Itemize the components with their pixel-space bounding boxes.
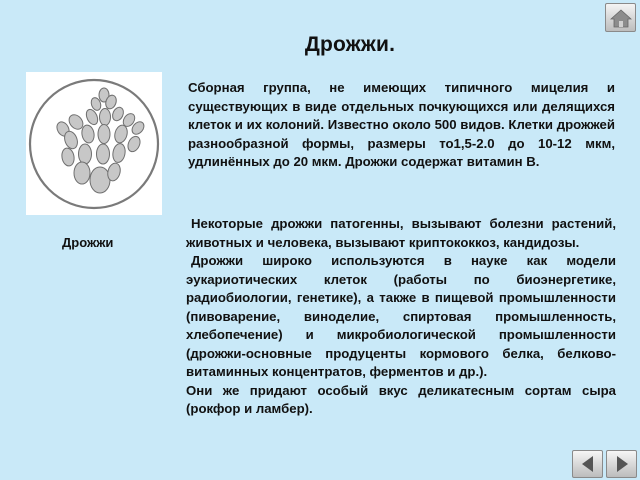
- paragraph-pathogens: Некоторые дрожжи патогенны, вызывают болезни растений, животных и человека, вызывают криптококкоз, кандидозы.: [186, 216, 616, 250]
- paragraph-cheese: Они же придают особый вкус деликатесным сортам сыра (рокфор и ламбер).: [186, 382, 616, 416]
- prev-slide-button[interactable]: [572, 450, 603, 478]
- home-icon: [610, 8, 632, 28]
- yeast-illustration: [26, 72, 162, 215]
- arrow-right-icon: [612, 454, 632, 474]
- image-caption: Дрожжи: [62, 235, 114, 250]
- paragraph-intro: Сборная группа, не имеющих типичного мицелия и существующих в виде отдельных почкующихся или делящихся клеток и их колоний. Известно около 500 видов. Клетки дрожжей разнообразной формы, размеры то1,5-2.0 до 10-12 мкм, удлинённых до 20 мкм. Дрожжи содержат витамин В.: [188, 80, 615, 169]
- intro-text-block: [188, 79, 615, 172]
- home-button[interactable]: [605, 3, 636, 32]
- main-text-block: [186, 215, 616, 419]
- next-slide-button[interactable]: [606, 450, 637, 478]
- arrow-left-icon: [578, 454, 598, 474]
- paragraph-applications: Дрожжи широко используются в науке как модели эукариотических клеток (работы по биоэнергетике, радиобиологии, генетике), а также в пищевой промышленности (пивоварение, виноделие, спиртовая промышленность, хлебопечение) и микробиологической промышленности (дрожжи-основные продуценты кормового белка, белково-витаминных концентратов, ферментов и др.).: [186, 253, 616, 379]
- slide-title: Дрожжи.: [304, 33, 396, 56]
